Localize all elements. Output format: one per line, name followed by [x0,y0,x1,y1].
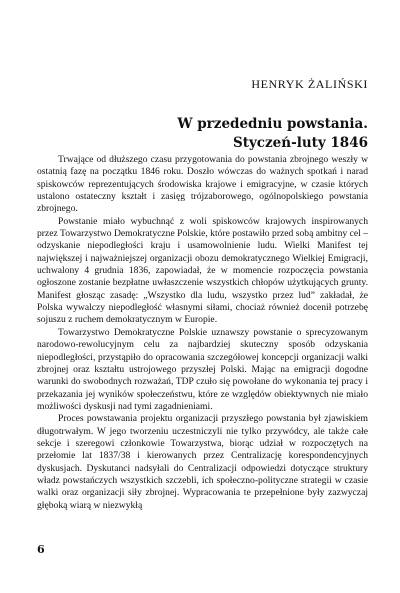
paragraph: Proces powstawania projektu organizacji przyszłego powstania był zjawiskiem długotrwałym. W jego tworzeniu uczestniczyli nie tylko przywódcy, ale także całe sekcje i szeregowi członkowie Towarzystwa, biorąc udział w rozpoczętych na przełomie lat 1837/38 i kierowanych przez Centralizację korespondencyjnych dyskusjach. Dyskutanci nadsyłali do Centralizacji odpowiedzi dotyczące struktury władz powstańczych wszystkich szczebli, ich społeczno-polityczne strategii w czasie walki oraz organizacji siły zbrojnej. Wypracowania te przepełnione były zazwyczaj głęboką wiarą w niezwykłą [37,413,368,511]
chapter-title-line-2: Styczeń-luty 1846 [232,135,368,151]
author-name: HENRYK ŻALIŃSKI [251,77,368,91]
page-number: 6 [37,543,45,556]
body-text [37,154,368,512]
paragraph: Trwające od dłuższego czasu przygotowania do powstania zbrojnego weszły w ostatnią fazę na początku 1846 roku. Doszło wówczas do ważnych spotkań i narad spiskowców reprezentujących środowiska krajowe i emigracyjne, w czasie których ustalono ostateczny kształt i zasięg trójzaborowego, ogólnopolskiego powstania zbrojnego. [37,154,368,215]
chapter-title-line-1: W przededniu powstania. [177,116,368,132]
paragraph: Towarzystwo Demokratyczne Polskie uznawszy powstanie o sprecyzowanym narodowo-rewolucyjnym celu za najbardziej skuteczny sposób odzyskania niepodległości, przystąpiło do opracowania szczegółowej koncepcji organizacji walki zbrojnej oraz kształtu ustrojowego przyszłej Polski. Mając na emigracji dogodne warunki do swobodnych rozważań, TDP czuło się powołane do wykonania tej pracy i przekazania jej wyników społeczeństwu, które ze względów obiektywnych nie miało możliwości dyskusji nad tymi zagadnieniami. [37,326,368,412]
chapter-title [177,115,368,153]
paragraph: Powstanie miało wybuchnąć z woli spiskowców krajowych inspirowanych przez Towarzystwo Demokratyczne Polskie, które postawiło przed sobą ambitny cel – odzyskanie niepodległości kraju i usamowolnienie ludu. Wielki Manifest tej największej i najważniejszej organizacji obozu demokratycznego Wielkiej Emigracji, uchwalony 4 grudnia 1836, zapowiadał, że w momencie rozpoczęcia powstania ogłoszone zostanie bezpłatne uwłaszczenie wszystkich chłopów użytkujących grunty. Manifest głosząc zasadę: „Wszystko dla ludu, wszystko przez lud” zakładał, że Polska wywalczy niepodległość własnymi siłami, chociaż również docenił potrzebę sojuszu z ruchem demokratycznym w Europie. [37,215,368,326]
